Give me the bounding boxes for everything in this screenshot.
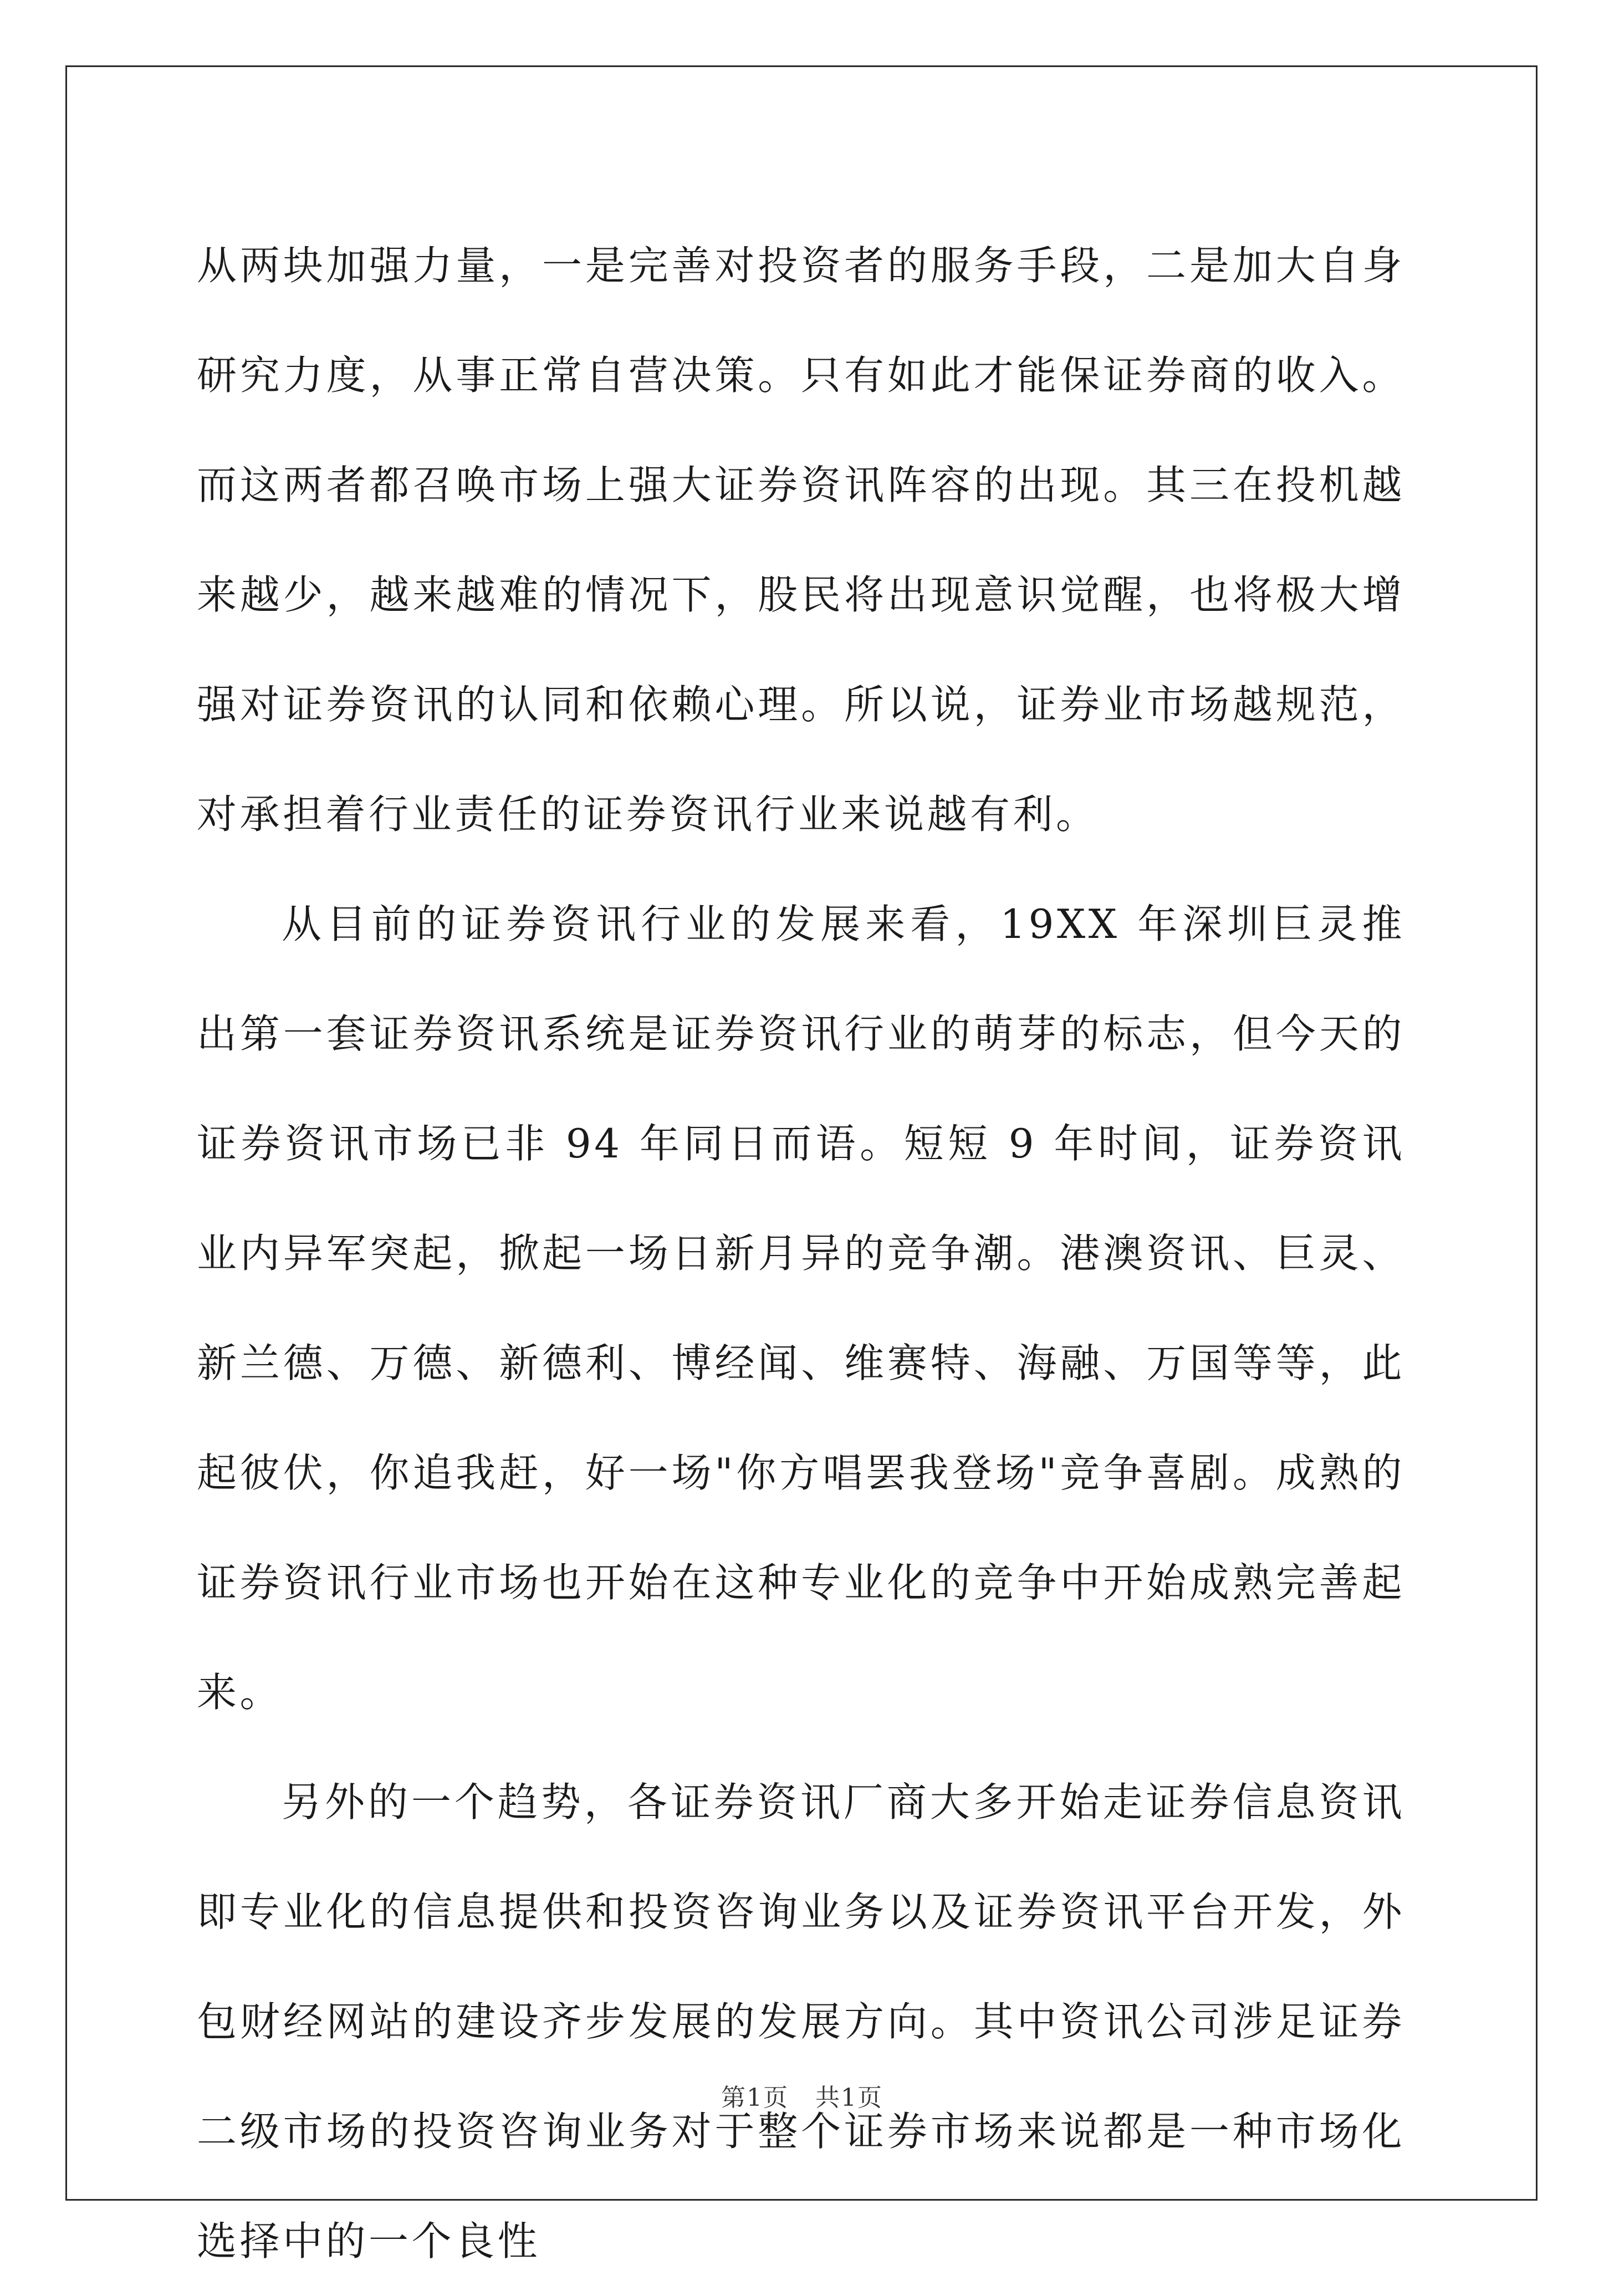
- paragraph-1: 从两块加强力量，一是完善对投资者的服务手段，二是加大自身研究力度，从事正常自营决策。只有如此才能保证券商的收入。而这两者都召唤市场上强大证券资讯阵容的出现。其三在投机越来越少，越来越难的情况下，股民将出现意识觉醒，也将极大增强对证券资讯的认同和依赖心理。所以说，证券业市场越规范，对承担着行业责任的证券资讯行业来说越有利。: [197, 242, 1405, 838]
- page-footer: [0, 2078, 1604, 2113]
- paragraph-2: 从目前的证券资讯行业的发展来看，19XX 年深圳巨灵推出第一套证券资讯系统是证券资讯行业的萌芽的标志，但今天的证券资讯市场已非 94 年同日而语。短短 9 年时间，证券资讯业内异军突起，掀起一场日新月异的竞争潮。港澳资讯、巨灵、新兰德、万德、新德利、博经闻、维赛特、海融、万国等等，此起彼伏，你追我赶，好一场"你方唱罢我登场"竞争喜剧。成熟的证券资讯行业市场也开始在这种专业化的竞争中开始成熟完善起来。: [197, 901, 1405, 1716]
- document-body: [197, 211, 1405, 2296]
- paragraph-3: 另外的一个趋势，各证券资讯厂商大多开始走证券信息资讯即专业化的信息提供和投资咨询业务以及证券资讯平台开发，外包财经网站的建设齐步发展的发展方向。其中资讯公司涉足证券二级市场的投资咨询业务对于整个证券市场来说都是一种市场化选择中的一个良性: [197, 1779, 1405, 2264]
- page-total: 共1页: [815, 2084, 883, 2112]
- page-number: 第1页: [721, 2084, 789, 2112]
